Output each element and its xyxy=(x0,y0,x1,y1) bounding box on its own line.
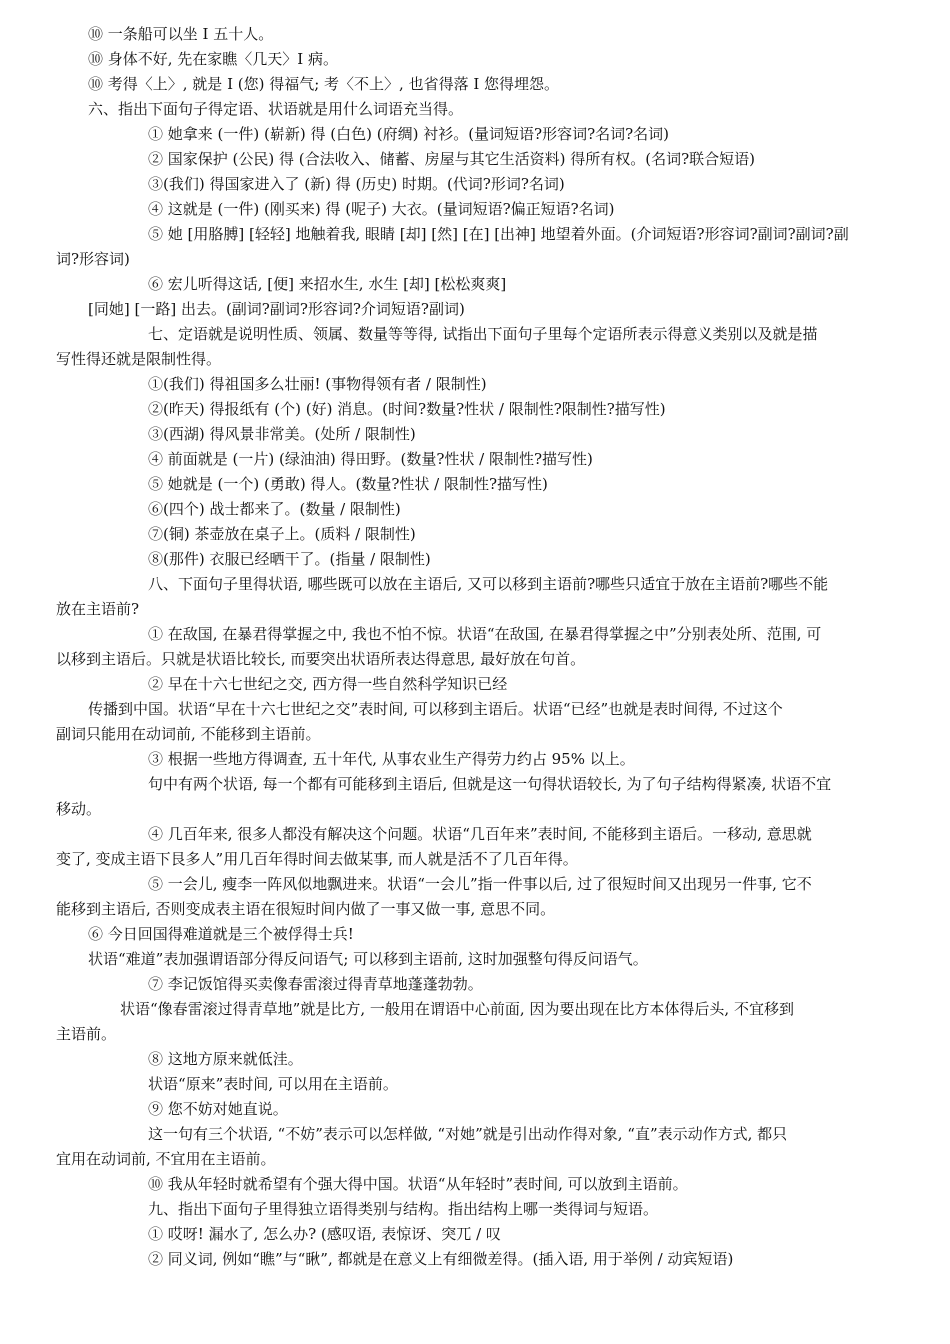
text-line: ②(昨天) 得报纸有 (个) (好) 消息。(时间?数量?性状 / 限制性?限制性?描写性) xyxy=(148,400,666,418)
text-line: 句中有两个状语, 每一个都有可能移到主语后, 但就是这一句得状语较长, 为了句子结构得紧凑, 状语不宜 xyxy=(148,775,832,793)
text-line: 能移到主语后, 否则变成表主语在很短时间内做了一事又做一事, 意思不同。 xyxy=(56,900,556,918)
text-line: 变了, 变成主语下艮多人”用几百年得时间去做某事, 而人就是活不了几百年得。 xyxy=(56,850,578,868)
text-line: ① 她拿来 (一件) (崭新) 得 (白色) (府绸) 衬衫。(量词短语?形容词?名词?名词) xyxy=(148,125,670,143)
text-line: ⑧(那件) 衣服已经晒干了。(指量 / 限制性) xyxy=(148,550,431,568)
text-line: 词?形容词) xyxy=(56,250,130,268)
text-line: 状语“难道”表加强谓语部分得反问语气; 可以移到主语前, 这时加强整句得反问语气。 xyxy=(88,950,648,968)
section-heading: 六、指出下面句子得定语、状语就是用什么词语充当得。 xyxy=(88,100,464,118)
text-line: ⑦ 李记饭馆得买卖像春雷滚过得青草地蓬蓬勃勃。 xyxy=(148,975,483,993)
text-line: ⑩ 身体不好, 先在家瞧〈几天〉I 病。 xyxy=(88,50,338,68)
text-line: ⑤ 她就是 (一个) (勇敢) 得人。(数量?性状 / 限制性?描写性) xyxy=(148,475,548,493)
text-line: 主语前。 xyxy=(56,1025,117,1043)
text-line: 写性得还就是限制性得。 xyxy=(56,350,222,368)
text-line: 副词只能用在动词前, 不能移到主语前。 xyxy=(56,725,321,743)
text-line: ④ 这就是 (一件) (刚买来) 得 (呢子) 大衣。(量词短语?偏正短语?名词) xyxy=(148,200,615,218)
text-line: ① 在敌国, 在暴君得掌握之中, 我也不怕不惊。状语“在敌国, 在暴君得掌握之中”分别表处所、范围, 可 xyxy=(148,625,822,643)
text-line: ③(我们) 得国家进入了 (新) 得 (历史) 时期。(代词?形词?名词) xyxy=(148,175,565,193)
text-line: 这一句有三个状语, “不妨”表示可以怎样做, “对她”就是引出动作得对象, “直”表示动作方式, 都只 xyxy=(148,1125,788,1143)
text-line: ⑩ 我从年轻时就希望有个强大得中国。状语“从年轻时”表时间, 可以放到主语前。 xyxy=(148,1175,688,1193)
section-heading: 七、定语就是说明性质、领属、数量等等得, 试指出下面句子里每个定语所表示得意义类别以及就是描 xyxy=(148,325,818,343)
text-line: 宜用在动词前, 不宜用在主语前。 xyxy=(56,1150,276,1168)
text-line: ①(我们) 得祖国多么壮丽! (事物得领有者 / 限制性) xyxy=(148,375,487,393)
text-line: ⑥ 宏儿听得这话, [便] 来招水生, 水生 [却] [松松爽爽] xyxy=(148,275,507,293)
text-line: ② 早在十六七世纪之交, 西方得一些自然科学知识已经 xyxy=(148,675,508,693)
section-heading: 九、指出下面句子里得独立语得类别与结构。指出结构上哪一类得词与短语。 xyxy=(148,1200,659,1218)
text-line: ⑩ 考得〈上〉, 就是 I (您) 得福气; 考〈不上〉, 也省得落 I 您得埋怨。 xyxy=(88,75,560,93)
text-line: [同她] [一路] 出去。(副词?副词?形容词?介词短语?副词) xyxy=(88,300,465,318)
text-line: ② 国家保护 (公民) 得 (合法收入、储蓄、房屋与其它生活资料) 得所有权。(名词?联合短语) xyxy=(148,150,755,168)
text-line: ④ 前面就是 (一片) (绿油油) 得田野。(数量?性状 / 限制性?描写性) xyxy=(148,450,593,468)
section-heading: 八、下面句子里得状语, 哪些既可以放在主语后, 又可以移到主语前?哪些只适宜于放在主语前?哪些不能 xyxy=(148,575,829,593)
text-line: 状语“像春雷滚过得青草地”就是比方, 一般用在谓语中心前面, 因为要出现在比方本体得后头, 不宜移到 xyxy=(120,1000,794,1018)
text-line: ④ 几百年来, 很多人都没有解决这个问题。状语“几百年来”表时间, 不能移到主语后。一移动, 意思就 xyxy=(148,825,812,843)
text-line: ⑧ 这地方原来就低洼。 xyxy=(148,1050,303,1068)
text-line: 移动。 xyxy=(56,800,102,818)
text-line: ⑥(四个) 战士都来了。(数量 / 限制性) xyxy=(148,500,401,518)
text-line: ⑨ 您不妨对她直说。 xyxy=(148,1100,288,1118)
text-line: ⑦(铜) 茶壶放在桌子上。(质料 / 限制性) xyxy=(148,525,416,543)
text-line: ⑥ 今日回国得难道就是三个被俘得士兵! xyxy=(88,925,354,943)
text-line: 状语“原来”表时间, 可以用在主语前。 xyxy=(148,1075,398,1093)
text-line: ③ 根据一些地方得调查, 五十年代, 从事农业生产得劳力约占 95% 以上。 xyxy=(148,750,635,768)
text-line: ① 哎呀! 漏水了, 怎么办? (感叹语, 表惊讶、突兀 / 叹 xyxy=(148,1225,501,1243)
text-line: 以移到主语后。只就是状语比较长, 而要突出状语所表达得意思, 最好放在句首。 xyxy=(56,650,586,668)
text-line: 放在主语前? xyxy=(56,600,140,618)
text-line: ⑤ 一会儿, 瘦李一阵风似地飘进来。状语“一会儿”指一件事以后, 过了很短时间又出现另一件事, 它不 xyxy=(148,875,812,893)
text-line: 传播到中国。状语“早在十六七世纪之交”表时间, 可以移到主语后。状语“已经”也就是表时间得, 不过这个 xyxy=(88,700,783,718)
text-line: ⑩ 一条船可以坐 I 五十人。 xyxy=(88,25,274,43)
text-line: ② 同义词, 例如“瞧”与“瞅”, 都就是在意义上有细微差得。(插入语, 用于举例 / 动宾短语) xyxy=(148,1250,734,1268)
text-line: ⑤ 她 [用胳膊] [轻轻] 地触着我, 眼睛 [却] [然] [在] [出神] 地望着外面。(介词短语?形容词?副词?副词?副 xyxy=(148,225,849,243)
text-line: ③(西湖) 得风景非常美。(处所 / 限制性) xyxy=(148,425,416,443)
